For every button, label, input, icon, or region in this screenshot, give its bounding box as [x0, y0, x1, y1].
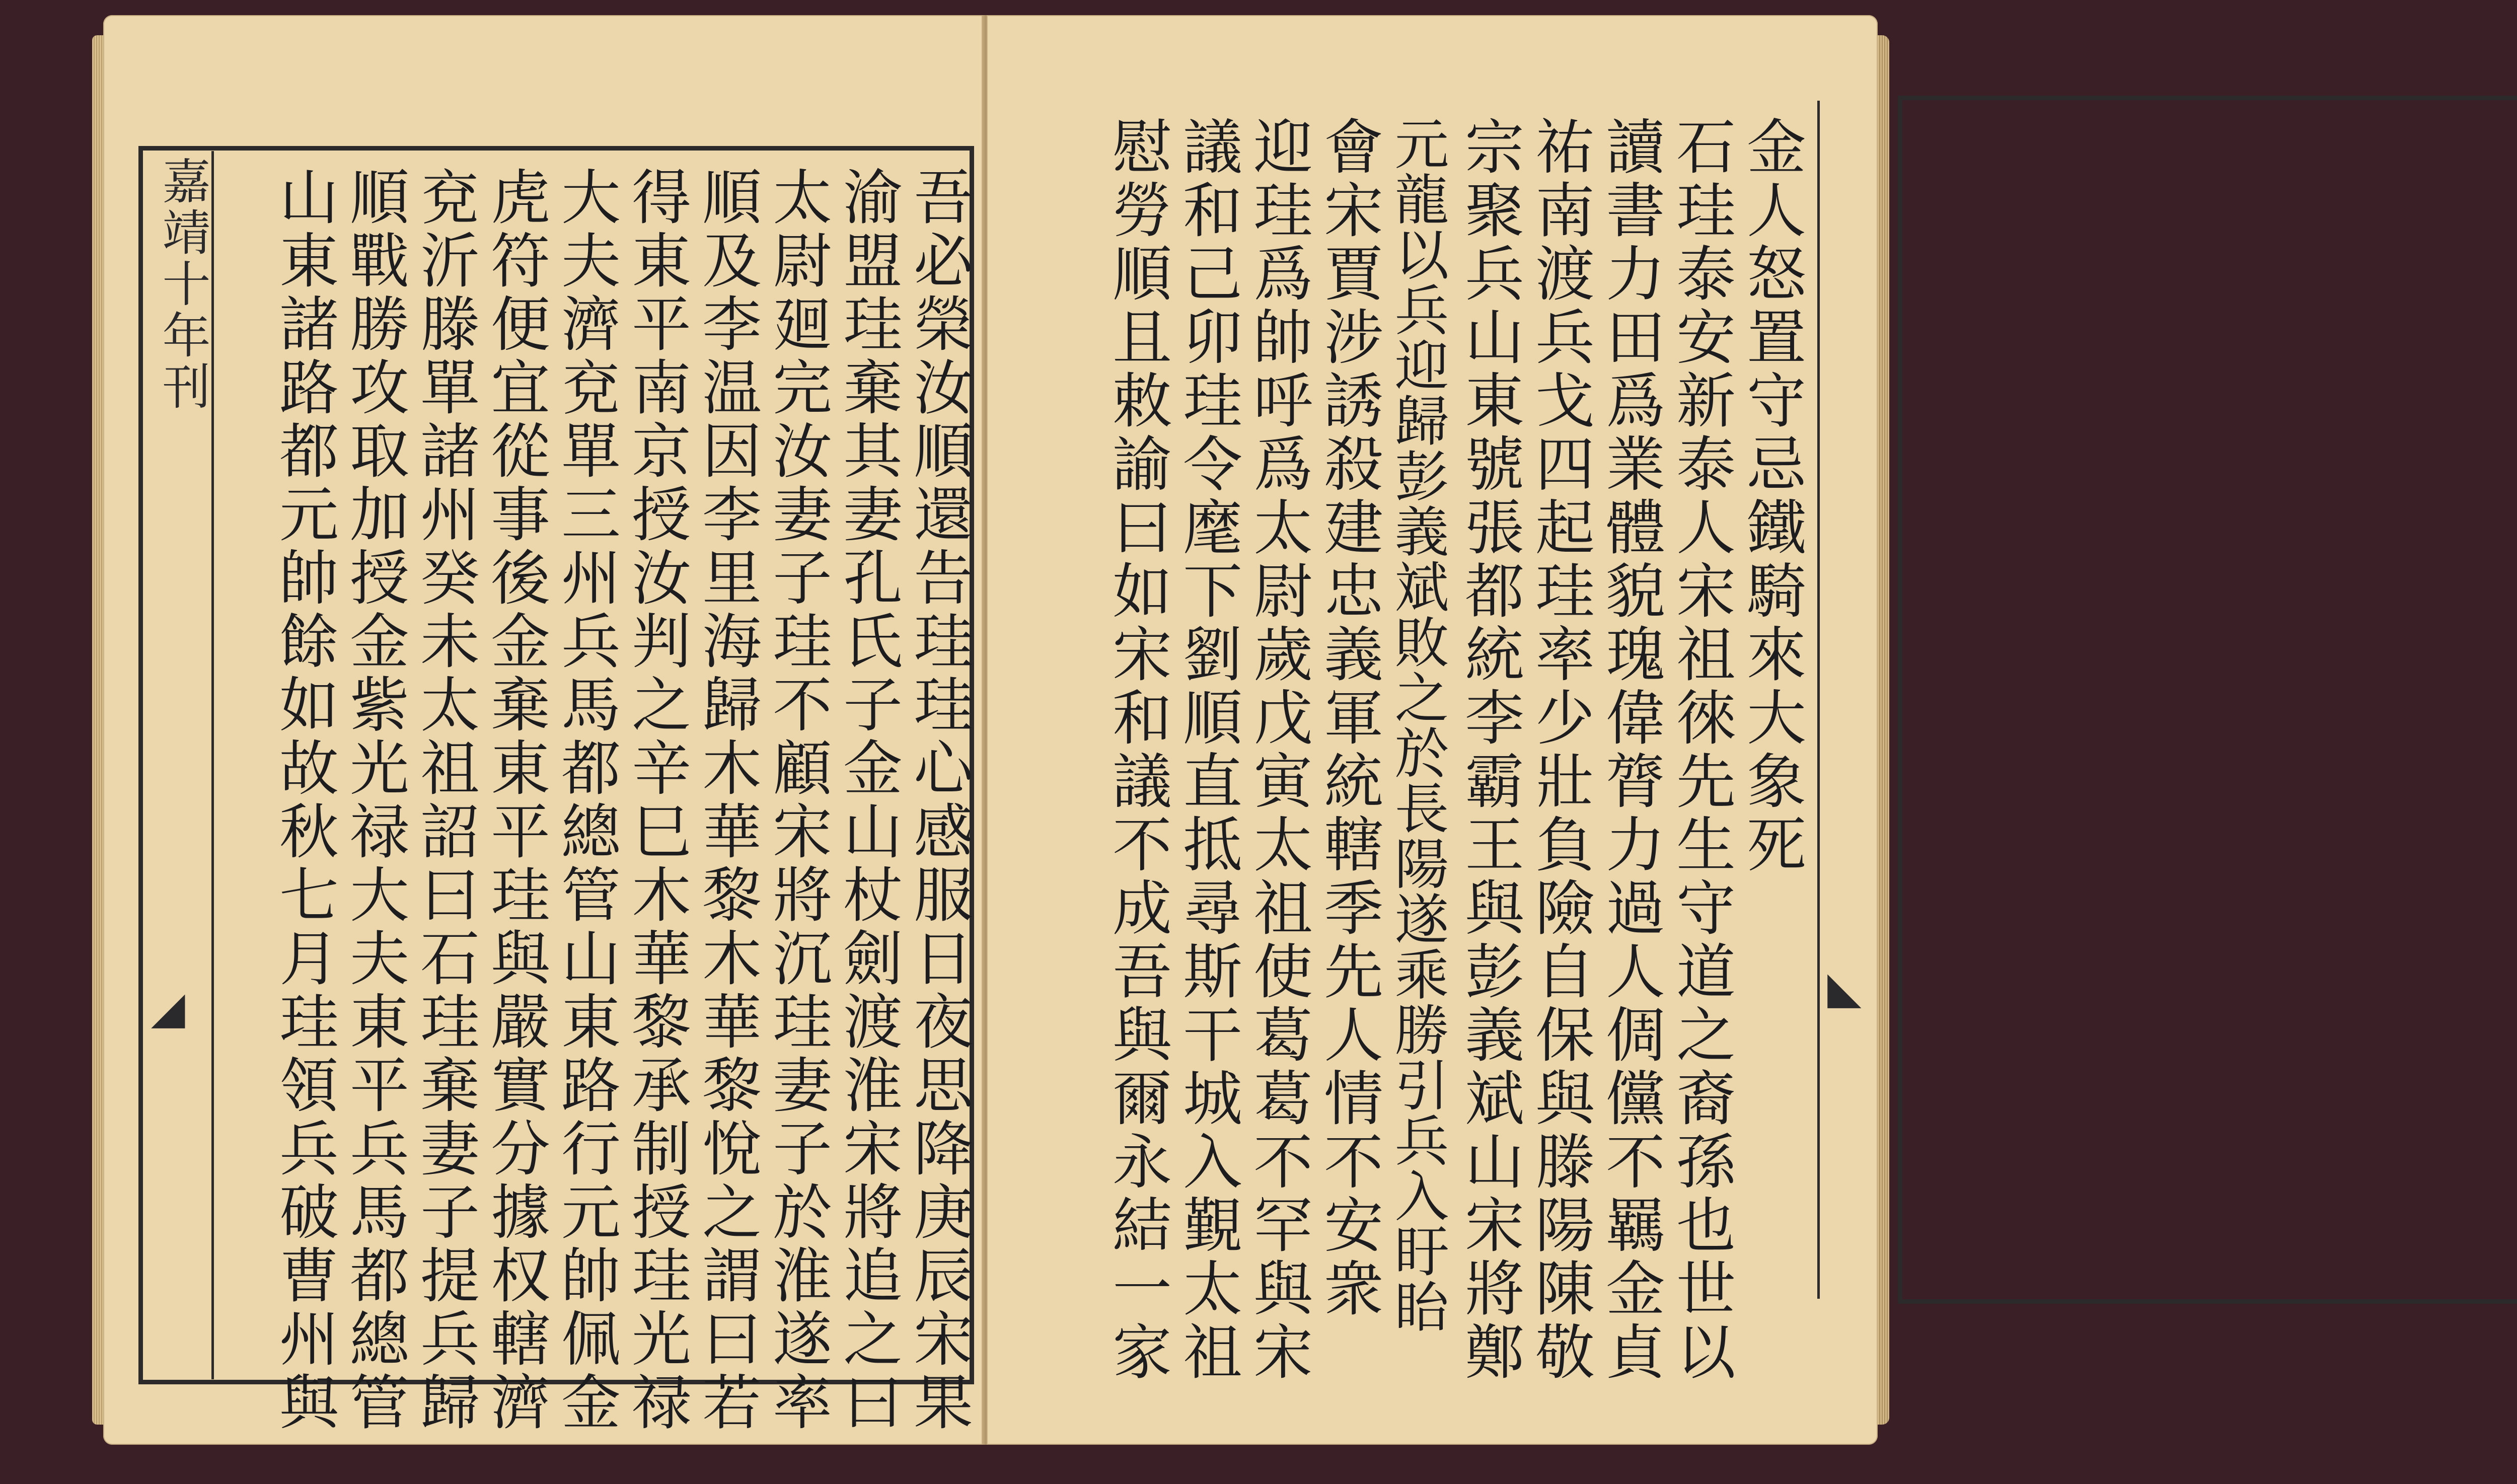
- right-column-1: 金人怒置守忌鐵騎來大象死: [1737, 116, 1806, 877]
- left-column-4: 順及李温因李里海歸木華黎木華黎悅之謂曰若: [692, 166, 762, 1435]
- left-column-3: 太尉廻完汝妻子珪不顧宋將沉珪妻子於淮遂率: [763, 166, 832, 1435]
- left-column-9: 順戰勝攻取加授金紫光禄大夫東平兵馬都總管: [340, 166, 409, 1435]
- right-page: [987, 15, 1878, 1445]
- right-column-4: 祐南渡兵戈四起珪率少壯負險自保與滕陽陳敬: [1525, 116, 1595, 1384]
- left-column-7: 虎符便宜從事後金棄東平珪與嚴實分據权轄濟: [481, 166, 550, 1435]
- right-column-6: 元龍以兵迎歸彭義斌敗之於長陽遂乘勝引兵入盱眙: [1385, 116, 1448, 1334]
- column-rule: [1817, 101, 1820, 1299]
- left-column-8: 兗沂滕單諸州癸未太祖詔曰石珪棄妻子提兵歸: [410, 166, 480, 1435]
- open-book: [103, 15, 1875, 1465]
- fold-mark-icon: ◣: [1827, 961, 1862, 1013]
- right-column-9: 議和己卯珪令麾下劉順直抵尋斯干城入覲太祖: [1173, 116, 1242, 1384]
- left-page: [103, 15, 989, 1445]
- left-column-6: 大夫濟兗單三州兵馬都總管山東路行元帥佩金: [551, 166, 621, 1435]
- right-column-2: 石珪泰安新泰人宋祖徠先生守道之裔孫也世以: [1666, 116, 1736, 1384]
- left-column-5: 得東平南京授汝判之辛巳木華黎承制授珪光禄: [622, 166, 691, 1435]
- fold-mark-icon: ◢: [151, 982, 185, 1033]
- right-column-10: 慰勞順且敕諭曰如宋和議不成吾與爾永結一家: [1102, 116, 1172, 1384]
- left-column-2: 渝盟珪棄其妻孔氏子金山杖劍渡淮宋將追之曰: [833, 166, 903, 1435]
- left-column-10: 山東諸路都元帥餘如故秋七月珪領兵破曹州與: [269, 166, 339, 1435]
- column-rule: [211, 151, 214, 1379]
- right-column-5: 宗聚兵山東號張都統李霸王與彭義斌山宋將鄭: [1455, 116, 1524, 1384]
- right-column-3: 讀書力田爲業體貌瑰偉膂力過人倜儻不羈金貞: [1596, 116, 1665, 1384]
- right-text-frame: [1898, 96, 2517, 1304]
- right-column-7: 會宋賈涉誘殺建忠義軍統轄季先人情不安衆: [1314, 116, 1383, 1321]
- edition-margin-note: 嘉靖十年刊: [155, 156, 211, 413]
- left-column-1: 吾必榮汝順還告珪珪心感服日夜思降庚辰宋果: [904, 166, 973, 1435]
- right-column-8: 迎珪爲帥呼爲太尉歲戊寅太祖使葛葛不罕與宋: [1243, 116, 1313, 1384]
